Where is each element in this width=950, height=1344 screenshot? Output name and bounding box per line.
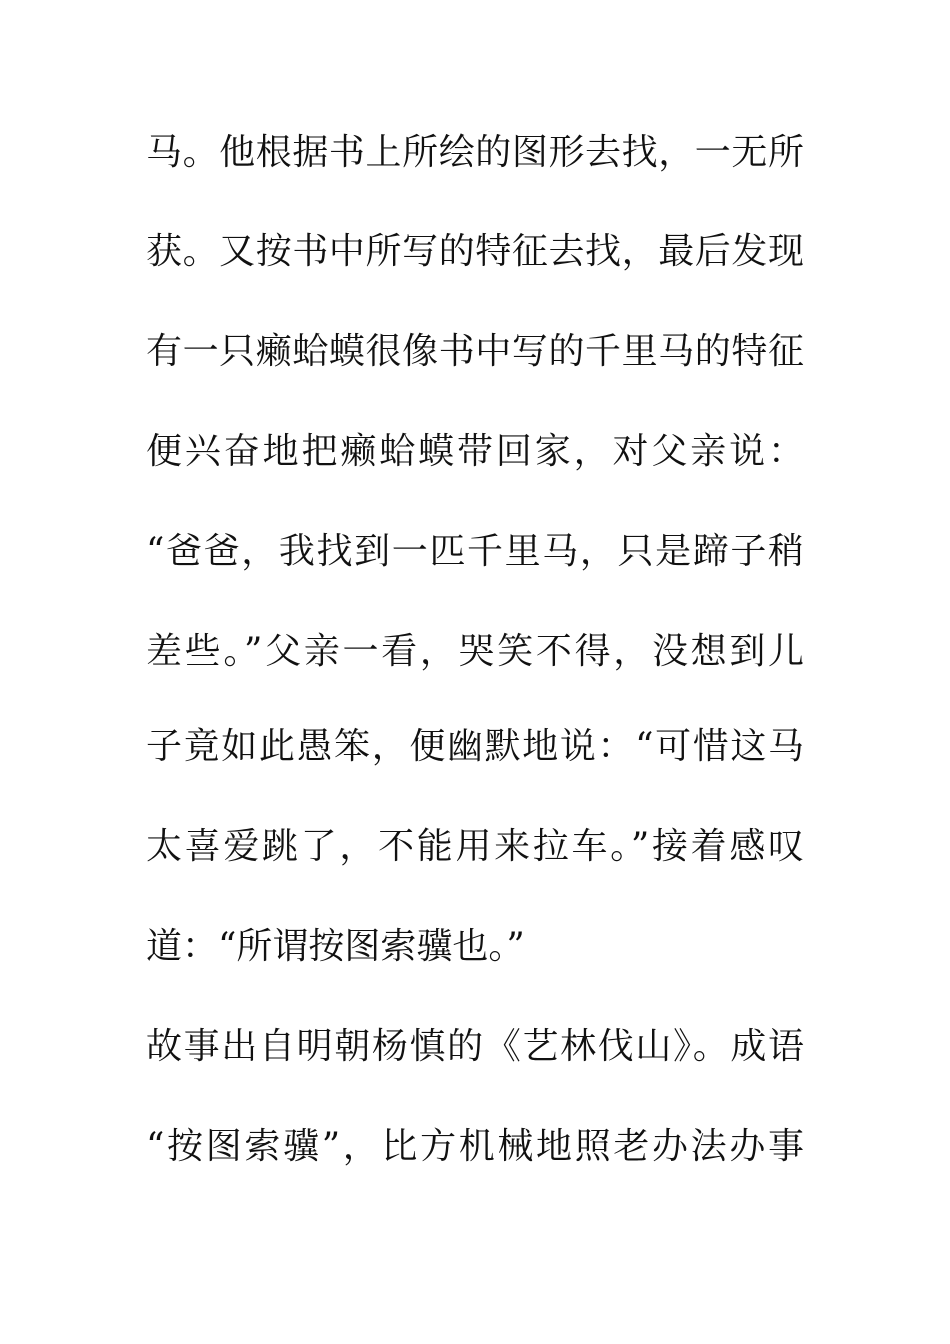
text-line: 便兴奋地把癞蛤蟆带回家，对父亲说： [146, 431, 804, 472]
text-line: 差些。”父亲一看，哭笑不得，没想到儿 [146, 631, 804, 672]
text-line: 有一只癞蛤蟆很像书中写的千里马的特征 [146, 331, 804, 372]
text-line: “爸爸，我找到一匹千里马，只是蹄子稍 [146, 531, 804, 572]
text-line: 太喜爱跳了，不能用来拉车。”接着感叹 [146, 826, 804, 867]
text-line: 获。又按书中所写的特征去找，最后发现 [146, 231, 804, 272]
text-line: 子竟如此愚笨，便幽默地说：“可惜这马 [146, 726, 804, 767]
text-line: 马。他根据书上所绘的图形去找，一无所 [146, 132, 804, 173]
text-line: “按图索骥”，比方机械地照老办法办事 [146, 1126, 804, 1167]
text-line: 故事出自明朝杨慎的《艺林伐山》。成语 [146, 1026, 804, 1067]
text-line: 道：“所谓按图索骥也。” [146, 926, 525, 967]
